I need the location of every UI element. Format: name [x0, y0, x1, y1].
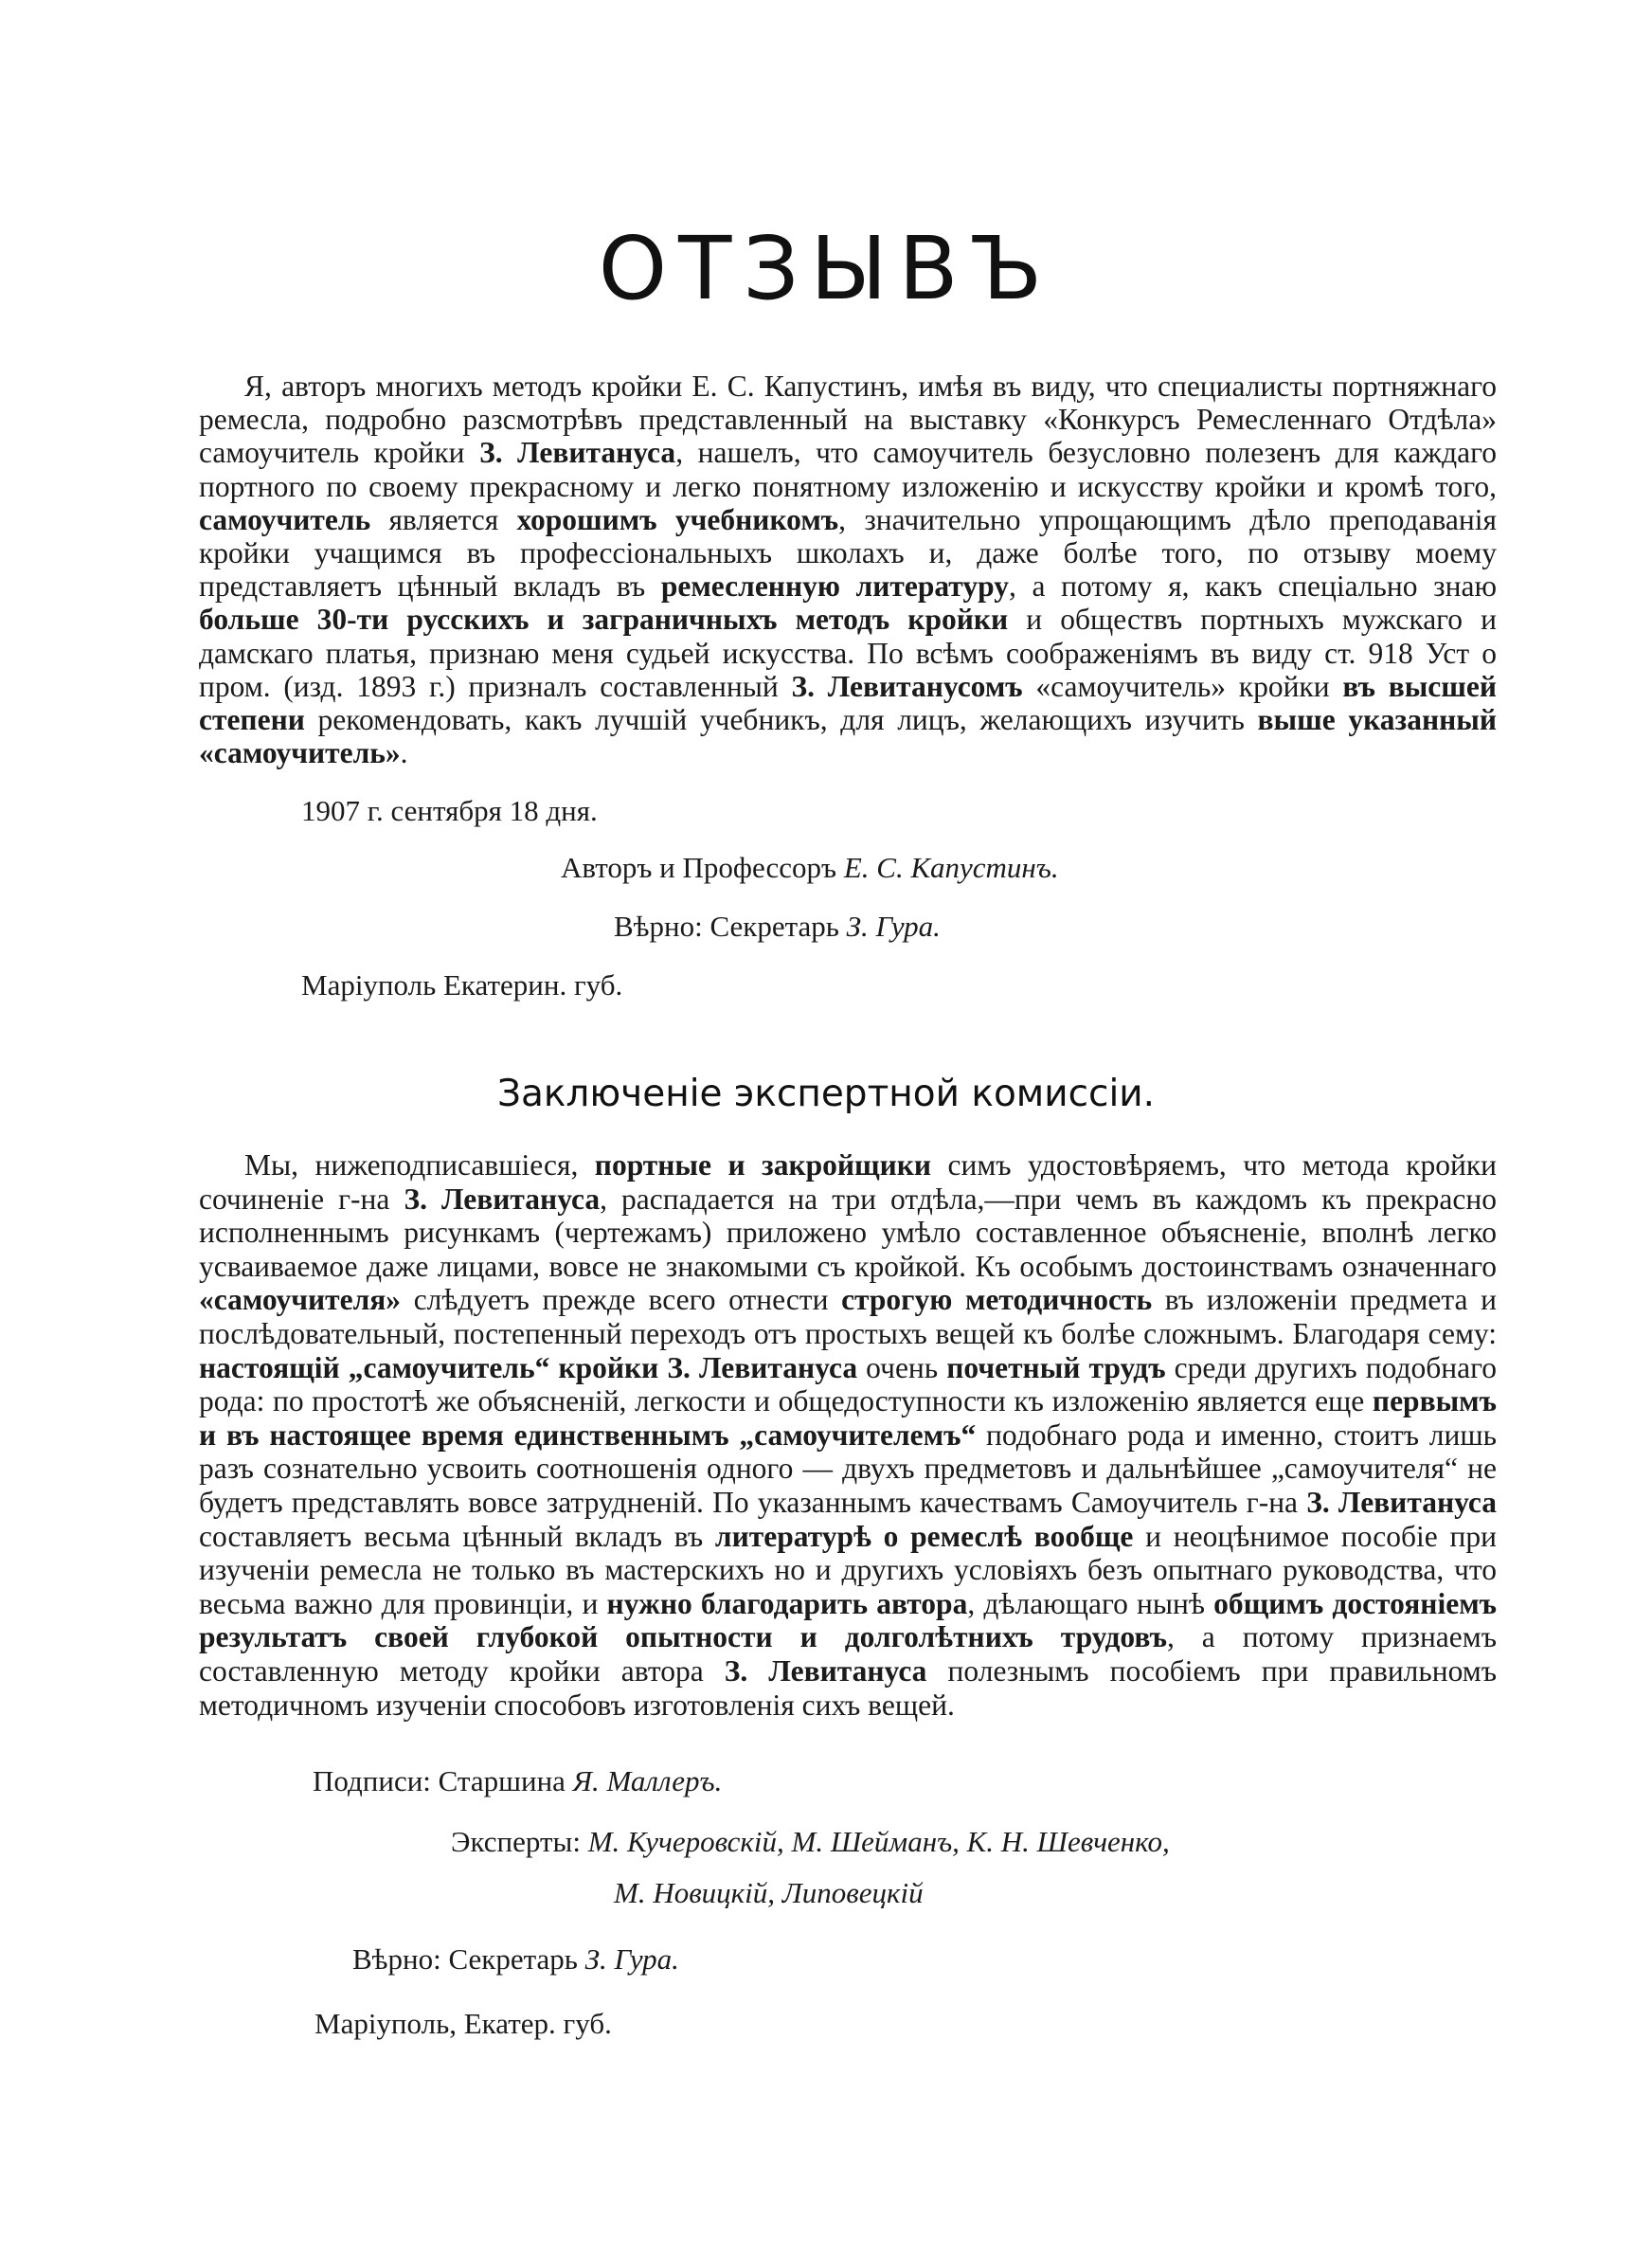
- conclusion-emphasis: первымъ и въ настоящее время единственнымъ „самоучителемъ“: [199, 1384, 1497, 1452]
- author-name: Е. С. Капустинъ.: [843, 851, 1059, 884]
- verified-label: Вѣрно: Секретарь: [614, 910, 839, 943]
- experts-names-cont: М. Новицкій, Липовецкій: [614, 1876, 924, 1909]
- review-text: , нашелъ, что самоучитель безусловно полезенъ для каждаго портного по своему прекрасному и легко понятному изложенію и искусству кройки и кромѣ того,: [199, 436, 1497, 503]
- conclusion-text: и неоцѣнимое пособіе при изученіи ремесла не только въ мастерскихъ но и другихъ условіяхъ безъ опытнаго руководства, что весьма важно для провинціи, и: [199, 1519, 1497, 1620]
- experts-line-2: [614, 1876, 924, 1910]
- review-text: .: [400, 736, 408, 770]
- review-place: Маріуполь Екатерин. губ.: [301, 968, 623, 1002]
- review-emphasis: самоучитель: [199, 502, 371, 536]
- review-text: рекомендовать, какъ лучшій учебникъ, для лицъ, желающихъ изучить: [304, 703, 1258, 737]
- conclusion-emphasis: строгую методичность: [841, 1283, 1153, 1317]
- conclusion-text: , дѣлающаго нынѣ: [967, 1586, 1214, 1620]
- conclusion-emphasis: общимъ достояніемъ результатъ своей глубокой опытности и долголѣтнихъ трудовъ: [199, 1586, 1498, 1654]
- review-text: и обществъ портныхъ мужскаго и дамскаго платья, признаю меня судьей искусства. По всѣмъ соображеніямъ въ виду ст. 918 Уст о пром. (изд. 1893 г.) призналъ составленный: [199, 603, 1498, 703]
- conclusion-text: слѣдуетъ прежде всего отнести: [401, 1283, 842, 1317]
- author-label: Авторъ и Профессоръ: [561, 851, 837, 884]
- review-text: , а потому я, какъ спеціально знаю: [1008, 569, 1497, 604]
- conclusion-emphasis: З. Левитануса: [404, 1182, 601, 1216]
- conclusion-emphasis: «самоучителя»: [199, 1283, 402, 1317]
- review-text: , значительно упрощающимъ дѣло преподаванія кройки учащимся въ профессіональныхъ школахъ и, даже болѣе того, по отзыву моему представляетъ цѣнный вкладъ въ: [199, 502, 1497, 604]
- signatures-line: [313, 1764, 722, 1798]
- conclusion-place: Маріуполь, Екатер. губ.: [314, 2007, 612, 2040]
- review-text: является: [370, 502, 517, 536]
- experts-line: [451, 1825, 1170, 1859]
- review-paragraph: [199, 370, 1497, 769]
- section-heading: Заключеніе экспертной комиссіи.: [496, 1073, 1156, 1115]
- conclusion-emphasis: литературѣ о ремеслѣ вообще: [714, 1519, 1134, 1553]
- signatures-name: Я. Маллеръ.: [572, 1764, 723, 1797]
- review-emphasis: ремесленную литературу: [660, 569, 1009, 604]
- conclusion-paragraph: [199, 1148, 1497, 1722]
- conclusion-text: въ изложеніи предмета и послѣдовательный, постепенный переходъ отъ простыхъ вещей къ болѣе сложнымъ. Благодаря сему:: [199, 1283, 1497, 1350]
- conclusion-text: Мы, нижеподписавшіеся,: [244, 1148, 595, 1182]
- conclusion-text: симъ удостовѣряемъ, что метода кройки сочиненіе г-на: [199, 1148, 1497, 1216]
- review-emphasis: больше 30-ти русскихъ и заграничныхъ методъ кройки: [199, 603, 1009, 637]
- conclusion-emphasis: настоящій „самоучитель“ кройки З. Левитануса: [199, 1350, 858, 1384]
- review-emphasis: въ высшей степени: [199, 669, 1498, 737]
- signatures-label: Подписи: Старшина: [313, 1764, 566, 1797]
- conclusion-text: среди другихъ подобнаго рода: по простотѣ же объясненій, легкости и общедоступности къ изложенію является еще: [199, 1350, 1497, 1418]
- conclusion-emphasis: почетный трудъ: [946, 1350, 1166, 1384]
- review-emphasis: хорошимъ учебникомъ: [516, 502, 839, 536]
- conclusion-emphasis: нужно благодарить автора: [606, 1586, 968, 1620]
- review-verified-signature: [614, 910, 941, 944]
- experts-names: М. Кучеровскій, М. Шейманъ, К. Н. Шевченко,: [587, 1825, 1170, 1858]
- conclusion-text: , а потому признаемъ составленную методу кройки автора: [199, 1620, 1497, 1688]
- conclusion-verified-signature: [352, 1942, 679, 1977]
- verified-label: Вѣрно: Секретарь: [352, 1942, 578, 1976]
- conclusion-emphasis: З. Левитануса: [724, 1653, 927, 1688]
- review-date: 1907 г. сентября 18 дня.: [301, 794, 598, 827]
- review-emphasis: З. Левитануса: [479, 436, 676, 470]
- review-emphasis: выше указанный «самоучитель»: [199, 703, 1497, 770]
- conclusion-emphasis: портные и закройщики: [594, 1148, 932, 1182]
- verified-name: З. Гура.: [584, 1942, 679, 1976]
- conclusion-text: подобнаго рода и именно, стоитъ лишь разъ сознательно усвоить соотношенія одного — двухъ предметовъ и дальнѣйшее „самоучителя“ не будетъ представлять вовсе затрудненій. По указаннымъ качествамъ Самоучитель г-на: [199, 1417, 1497, 1519]
- conclusion-text: полезнымъ пособіемъ при правильномъ методичномъ изученіи способовъ изготовленія сихъ вещей.: [199, 1653, 1497, 1722]
- review-text: «самоучитель» кройки: [1022, 669, 1343, 703]
- conclusion-text: очень: [857, 1350, 947, 1384]
- conclusion-emphasis: З. Левитануса: [1306, 1485, 1497, 1519]
- conclusion-text: составляетъ весьма цѣнный вкладъ въ: [199, 1519, 715, 1553]
- page-title: ОТЗЫВЪ: [598, 218, 1054, 319]
- review-text: Я, авторъ многихъ методъ кройки Е. С. Капустинъ, имѣя въ виду, что специалисты портняжнаго ремесла, подробно разсмотрѣвъ представленный на выставку «Конкурсъ Ремесленнаго Отдѣла» самоучитель кройки: [199, 370, 1497, 470]
- review-emphasis: З. Левитанусомъ: [791, 669, 1023, 703]
- review-author-signature: [561, 851, 1059, 885]
- verified-name: З. Гура.: [846, 910, 941, 943]
- experts-label: Эксперты:: [451, 1825, 581, 1858]
- conclusion-text: , распадается на три отдѣла,—при чемъ въ каждомъ къ прекрасно исполненнымъ рисункамъ (чертежамъ) приложено умѣло составленное объясненіе, вполнѣ легко усваиваемое даже лицами, вовсе не знакомыми съ кройкой. Къ особымъ достоинствамъ означеннаго: [199, 1182, 1497, 1283]
